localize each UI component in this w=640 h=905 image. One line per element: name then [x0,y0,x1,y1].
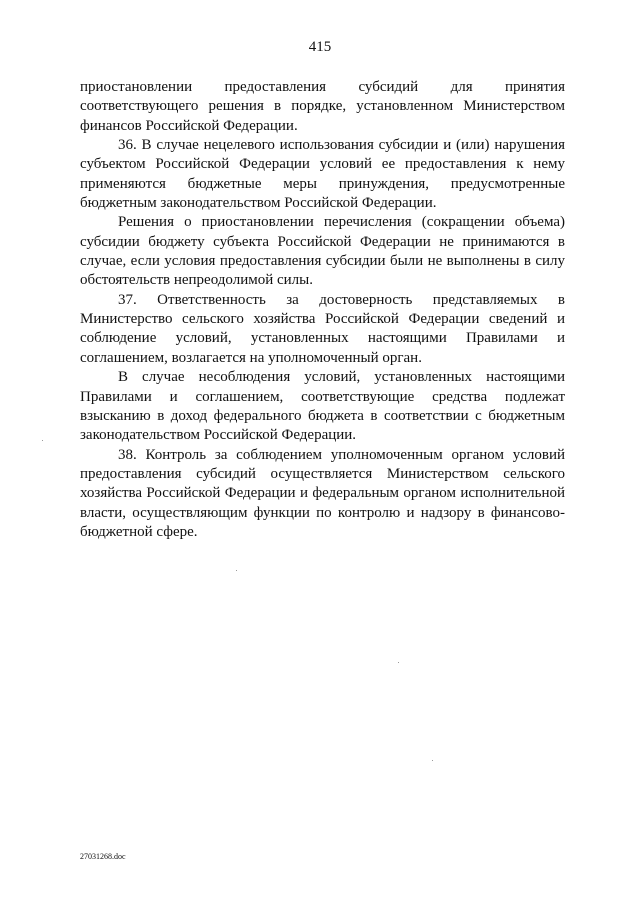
paragraph-continuation: приостановлении предоставления субсидий для принятия соответствующего решения в порядке, установленном Министерством финансов Российской Федерации. [80,79,565,134]
paragraph-item-38: 38. Контроль за соблюдением уполномоченным органом условий предоставления субсидий осуществляется Министерством сельского хозяйства Российской Федерации и федеральным органом исполнительной власти, осуществляющим функции по контролю и надзору в финансово-бюджетной сфере. [80,446,565,540]
paragraph-item-37: 37. Ответственность за достоверность представляемых в Министерство сельского хозяйства Российской Федерации сведений и соблюдение условий, установленных настоящими Правилами и соглашением, возлагается на уполномоченный орган. [80,291,565,366]
document-body [80,78,565,542]
scan-speck [398,662,399,663]
paragraph-suspension-decisions: Решения о приостановлении перечисления (сокращении объема) субсидии бюджету субъекта Российской Федерации не принимаются в случае, если условия предоставления субсидии были не выполнены в силу обстоятельств непреодолимой силы. [80,214,565,289]
scan-speck [236,570,237,571]
paragraph-non-compliance: В случае несоблюдения условий, установленных настоящими Правилами и соглашением, соответствующие средства подлежат взысканию в доход федерального бюджета в соответствии с бюджетным законодательством Российской Федерации. [80,369,565,444]
scan-speck [432,760,433,761]
paragraph-item-36: 36. В случае нецелевого использования субсидии и (или) нарушения субъектом Российской Федерации условий ее предоставления к нему применяются бюджетные меры принуждения, предусмотренные бюджетным законодательством Российской Федерации. [80,137,565,212]
footer-filename: 27031268.doc [80,852,126,861]
scan-speck [42,440,43,441]
page-number: 415 [308,39,332,55]
